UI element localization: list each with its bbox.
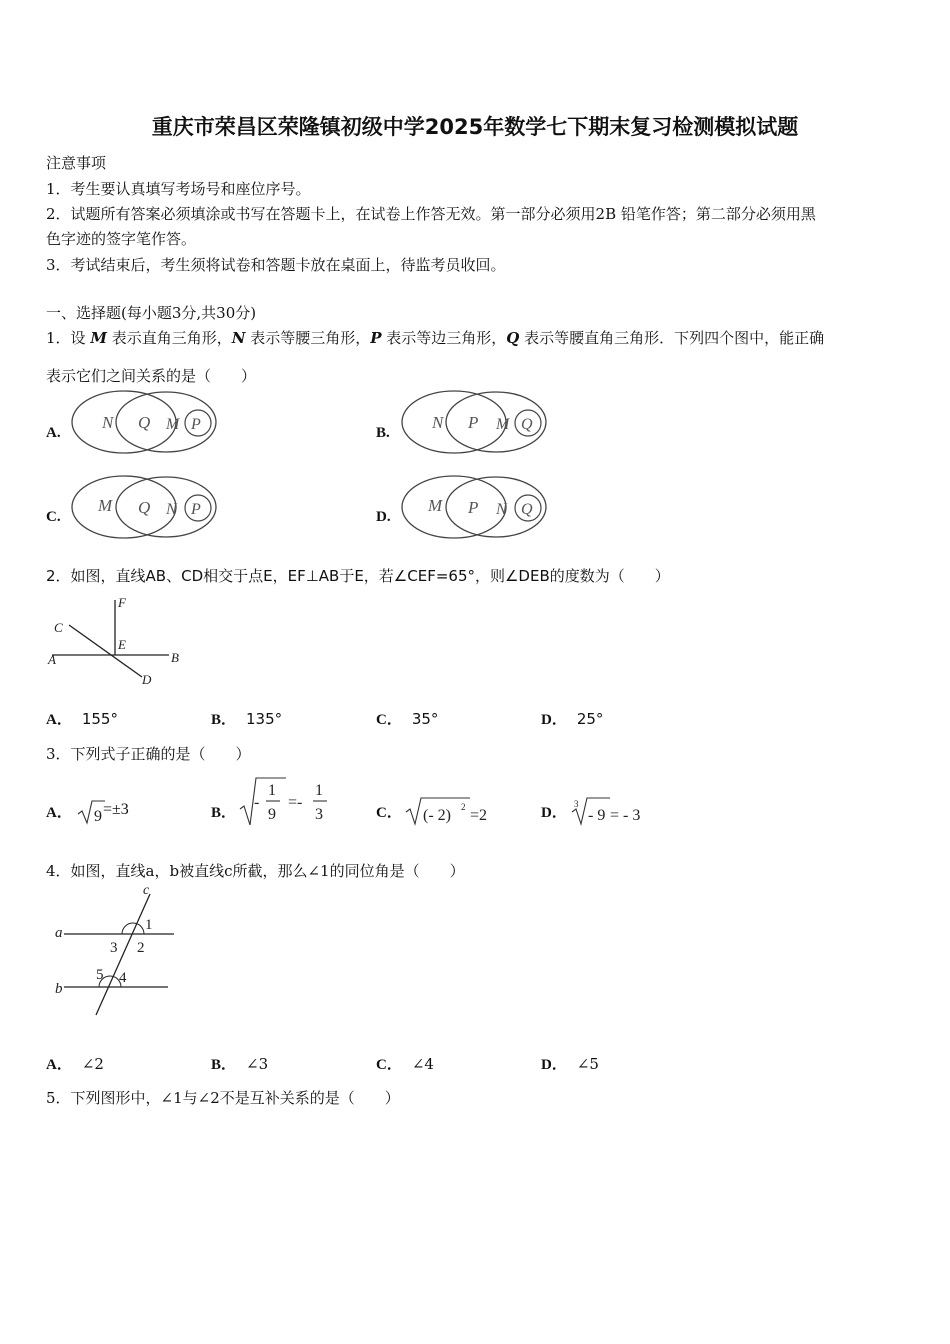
venn-label-outer-left: N xyxy=(432,413,444,432)
q1-option-c-venn-diagram xyxy=(70,474,220,540)
radicand: (- 2) xyxy=(423,807,451,824)
label-b: B xyxy=(171,650,179,665)
q1-option-c-label[interactable] xyxy=(46,507,71,526)
option-letter: C． xyxy=(376,1057,402,1073)
venn-outer-left-ellipse xyxy=(402,476,506,538)
notes-item-3: 3．考试结束后，考生须将试卷和答题卡放在桌面上，待监考员收回。 xyxy=(46,256,506,274)
option-letter: D． xyxy=(541,712,567,728)
venn-label-outer-left: N xyxy=(102,413,114,432)
section-heading: 一、选择题(每小题3分,共30分) xyxy=(46,304,257,322)
option-letter: D． xyxy=(541,1057,567,1073)
venn-label-inner: P xyxy=(191,501,201,518)
option-letter: B. xyxy=(376,425,390,441)
q1-part: 表示直角三角形， xyxy=(106,329,232,347)
notes-item-1: 1．考生要认真填写考场号和座位序号。 xyxy=(46,180,311,198)
q3-option-c-expression xyxy=(404,794,514,828)
q1-text-line2: 表示它们之间关系的是（ ） xyxy=(46,367,257,385)
q1-option-d-venn-diagram xyxy=(400,474,550,540)
option-letter: C. xyxy=(46,509,61,525)
q1-text-line1 xyxy=(46,327,824,348)
q1-option-a-venn-diagram xyxy=(70,389,220,455)
venn-label-outer-right: N xyxy=(496,501,507,518)
venn-label-middle: P xyxy=(468,413,479,432)
q2-option-a[interactable] xyxy=(46,708,118,729)
q4-option-b[interactable] xyxy=(211,1053,268,1074)
inner-sign: - xyxy=(254,794,260,811)
line-cd xyxy=(69,625,142,677)
venn-label-inner: P xyxy=(191,416,201,433)
result-numerator: 1 xyxy=(315,782,323,799)
venn-outer-left-ellipse xyxy=(402,391,506,453)
option-letter: B． xyxy=(211,805,237,821)
radicand: 9 xyxy=(94,808,102,825)
q1-var-p: P xyxy=(370,329,382,347)
q1-option-a-label[interactable] xyxy=(46,423,71,442)
rhs: = - 3 xyxy=(610,807,641,824)
q1-var-q: Q xyxy=(506,329,520,347)
equals-minus: =- xyxy=(288,794,303,811)
q1-part: 1．设 xyxy=(46,329,91,347)
q2-text: 2．如图，直线AB、CD相交于点E，EF⊥AB于E，若∠CEF=65°，则∠DEB的度数为（ ） xyxy=(46,567,670,585)
option-letter: D. xyxy=(376,509,391,525)
option-letter: C． xyxy=(376,712,402,728)
notes-item-2-cont: 色字迹的签字笔作答。 xyxy=(46,230,197,248)
label-b: b xyxy=(55,981,63,997)
option-letter: A. xyxy=(46,425,61,441)
angle-label-5: 5 xyxy=(96,967,104,983)
q5-text: 5．下列图形中，∠1与∠2不是互补关系的是（ ） xyxy=(46,1089,400,1107)
angle-label-1: 1 xyxy=(145,917,153,933)
notes-item-2: 2．试题所有答案必须填涂或书写在答题卡上，在试卷上作答无效。第一部分必须用2B 铅笔作答；第二部分必须用黑 xyxy=(46,205,816,223)
q3-text: 3．下列式子正确的是（ ） xyxy=(46,745,251,763)
angle-label-3: 3 xyxy=(110,940,118,956)
q1-part: 表示等腰直角三角形．下列四个图中，能正确 xyxy=(519,329,825,347)
root-index: 3 xyxy=(574,799,579,809)
rhs: =2 xyxy=(470,807,488,824)
fraction-numerator: 1 xyxy=(268,782,276,799)
q3-option-d-expression xyxy=(570,794,660,828)
label-e: E xyxy=(118,637,126,652)
q1-part: 表示等边三角形， xyxy=(381,329,507,347)
option-value: 155° xyxy=(81,710,118,728)
option-value: 135° xyxy=(246,710,283,728)
option-letter: C． xyxy=(376,805,402,821)
notes-heading: 注意事项 xyxy=(46,154,107,172)
venn-outer-left-ellipse xyxy=(72,391,176,453)
q3-option-a-radical xyxy=(76,797,106,827)
q4-option-d[interactable] xyxy=(541,1053,599,1074)
option-letter: A． xyxy=(46,712,72,728)
q1-var-n: N xyxy=(231,329,246,347)
venn-label-middle: Q xyxy=(138,498,151,517)
option-value: ∠2 xyxy=(81,1055,104,1073)
option-letter: A． xyxy=(46,1057,72,1073)
venn-label-outer-left: M xyxy=(428,496,443,515)
q1-part: 表示等腰三角形， xyxy=(245,329,371,347)
fraction-denominator: 9 xyxy=(268,806,276,823)
q4-option-c[interactable] xyxy=(376,1053,434,1074)
venn-outer-left-ellipse xyxy=(72,476,176,538)
venn-label-middle: Q xyxy=(138,413,151,432)
q1-var-m: M xyxy=(90,329,107,347)
q4-text: 4．如图，直线a，b被直线c所截，那么∠1的同位角是（ ） xyxy=(46,862,465,880)
angle-label-4: 4 xyxy=(119,970,127,986)
venn-label-outer-right: M xyxy=(166,416,180,433)
venn-label-inner: Q xyxy=(521,501,533,518)
q3-option-a-rhs: =±3 xyxy=(103,801,129,818)
q2-option-b[interactable] xyxy=(211,708,282,729)
q1-option-d-label[interactable] xyxy=(376,507,401,526)
label-f: F xyxy=(118,595,126,610)
label-c: c xyxy=(143,884,150,898)
venn-label-inner: Q xyxy=(521,416,533,433)
radicand: - 9 xyxy=(588,807,606,824)
option-value: ∠5 xyxy=(576,1055,599,1073)
q1-option-b-label[interactable] xyxy=(376,423,400,442)
angle-label-2: 2 xyxy=(137,940,145,956)
option-letter: A． xyxy=(46,805,72,821)
venn-label-outer-right: N xyxy=(166,501,177,518)
q2-option-c[interactable] xyxy=(376,708,438,729)
option-value: 35° xyxy=(411,710,439,728)
venn-label-middle: P xyxy=(468,498,479,517)
q4-option-a[interactable] xyxy=(46,1053,104,1074)
q1-option-b-venn-diagram xyxy=(400,389,550,455)
result-denominator: 3 xyxy=(315,806,323,823)
option-letter: D． xyxy=(541,805,567,821)
exponent: 2 xyxy=(461,802,466,812)
option-letter: B． xyxy=(211,1057,237,1073)
label-a: a xyxy=(55,925,63,941)
option-letter: B． xyxy=(211,712,237,728)
q3-option-b-expression xyxy=(238,775,338,831)
venn-label-outer-left: M xyxy=(98,496,113,515)
label-d: D xyxy=(142,672,152,687)
option-value: 25° xyxy=(576,710,604,728)
q4-figure xyxy=(50,884,180,1020)
label-c: C xyxy=(54,620,63,635)
option-value: ∠4 xyxy=(411,1055,434,1073)
page-title: 重庆市荣昌区荣隆镇初级中学2025年数学七下期末复习检测模拟试题 xyxy=(151,115,799,139)
q2-figure xyxy=(44,592,194,692)
option-value: ∠3 xyxy=(246,1055,269,1073)
label-a: A xyxy=(48,652,56,667)
venn-label-outer-right: M xyxy=(496,416,510,433)
q2-option-d[interactable] xyxy=(541,708,603,729)
